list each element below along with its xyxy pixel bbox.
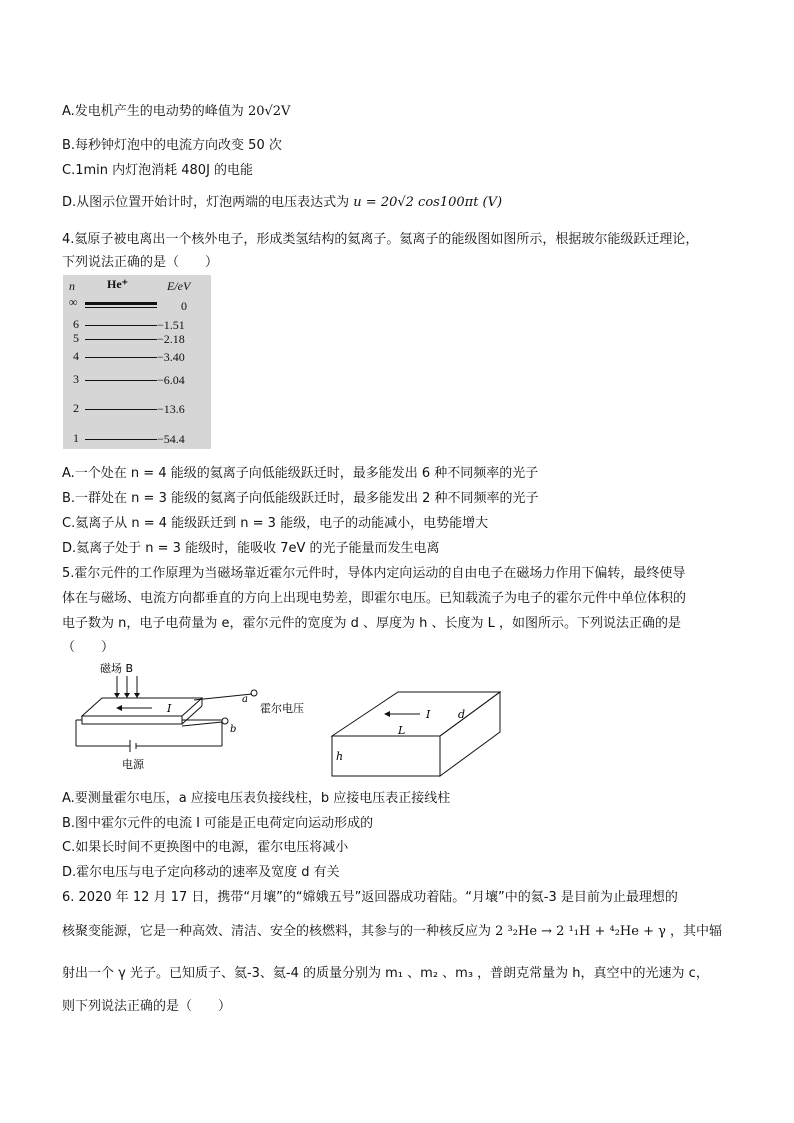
q3-option-a-math: 20√2V: [247, 104, 291, 119]
q6-line2-text: 核聚变能源，它是一种高效、清洁、安全的核燃料，其参与的一种核反应为: [62, 924, 492, 939]
q3-option-a-text: A.发电机产生的电动势的峰值为: [62, 104, 244, 119]
level-e-5: −2.18: [157, 332, 185, 346]
q6-line3: 射出一个 γ 光子。已知质子、氦-3、氦-4 的质量分别为 m₁ 、m₂ 、m₃ ，普朗克常量为 h，真空中的光速为 c，: [62, 966, 709, 981]
q4-option-a: A.一个处在 n = 4 能级的氦离子向低能级跃迁时，最多能发出 6 种不同频率的光子: [62, 466, 539, 481]
q4-stem-line1: 4.氦原子被电离出一个核外电子，形成类氢结构的氦离子。氦离子的能级图如图所示，根据玻尔能级跃迁理论，: [62, 232, 699, 247]
level-n-2: 2: [73, 401, 79, 415]
level-e-6: −1.51: [157, 318, 185, 332]
q6-line2: [62, 920, 722, 939]
q5-stem-line1: 5.霍尔元件的工作原理为当磁场靠近霍尔元件时，导体内定向运动的自由电子在磁场力作用下偏转，最终使导: [62, 566, 686, 581]
q3-option-b: B.每秒钟灯泡中的电流方向改变 50 次: [62, 138, 282, 153]
q6-line4: 则下列说法正确的是（ ）: [62, 999, 232, 1014]
level-n-6: 6: [73, 317, 79, 331]
q4-option-d: D.氦离子处于 n = 3 能级时，能吸收 7eV 的光子能量而发生电离: [62, 541, 440, 556]
q6-line1: 6. 2020 年 12 月 17 日，携带“月壤”的“嫦娥五号”返回器成功着陆。“月壤”中的氦-3 是目前为止最理想的: [62, 890, 678, 905]
terminal-b: b: [230, 724, 237, 735]
level-n-inf: ∞: [69, 295, 78, 309]
q4-stem-line2: 下列说法正确的是（ ）: [62, 255, 219, 270]
fig-right-current: I: [426, 708, 431, 721]
level-e-2: −13.6: [157, 402, 185, 416]
hall-circuit-figure: [72, 660, 322, 780]
q5-option-d: D.霍尔电压与电子定向移动的速率及宽度 d 有关: [62, 865, 340, 880]
level-line-inf: [85, 302, 157, 305]
q4-option-c: C.氦离子从 n = 4 能级跃迁到 n = 3 能级，电子的动能减小，电势能增大: [62, 516, 489, 531]
fig-left-current: I: [167, 702, 172, 715]
level-e-inf: 0: [181, 299, 187, 313]
energy-level-diagram: [63, 275, 211, 449]
fig-right-width: d: [458, 708, 466, 721]
level-line-3: [85, 380, 157, 381]
q3-option-d: [62, 191, 502, 210]
level-n-1: 1: [73, 431, 79, 445]
level-line-5: [85, 339, 157, 340]
q5-option-c: C.如果长时间不更换图中的电源，霍尔电压将减小: [62, 840, 349, 855]
q5-option-b: B.图中霍尔元件的电流 I 可能是正电荷定向运动形成的: [62, 816, 374, 831]
level-e-1: −54.4: [157, 432, 185, 446]
fig-right-length: L: [398, 724, 406, 737]
hall-voltage-label: 霍尔电压: [260, 702, 304, 715]
level-n-4: 4: [73, 349, 79, 363]
source-label: 电源: [122, 758, 144, 771]
q5-option-a: A.要测量霍尔电压，a 应接电压表负接线柱，b 应接电压表正接线柱: [62, 791, 451, 806]
level-line-6: [85, 325, 157, 326]
q3-option-d-text: D.从图示位置开始计时，灯泡两端的电压表达式为: [62, 195, 350, 210]
level-n-5: 5: [73, 331, 79, 345]
level-line-2: [85, 409, 157, 410]
terminal-a: a: [242, 694, 248, 705]
q3-option-c: C.1min 内灯泡消耗 480J 的电能: [62, 163, 254, 178]
col-n-label: n: [69, 279, 75, 293]
level-line-4: [85, 357, 157, 358]
q5-stem-line4: （ ）: [62, 640, 115, 655]
q4-option-b: B.一群处在 n = 3 能级的氦离子向低能级跃迁时，最多能发出 2 种不同频率的光子: [62, 491, 539, 506]
q5-stem-line2: 体在与磁场、电流方向都垂直的方向上出现电势差，即霍尔电压。已知载流子为电子的霍尔元件中单位体积的: [62, 591, 687, 606]
q6-reaction: 2 ³₂He → 2 ¹₁H + ⁴₂He + γ: [495, 924, 666, 939]
level-e-4: −3.40: [157, 350, 185, 364]
q5-stem-line3: 电子数为 n，电子电荷量为 e，霍尔元件的宽度为 d 、厚度为 h 、长度为 L ，如图所示。下列说法正确的是: [62, 616, 682, 631]
field-label: 磁场 B: [100, 662, 134, 675]
col-ion-label: He⁺: [107, 277, 128, 291]
q3-option-a: [62, 100, 290, 119]
level-line-1: [85, 439, 157, 440]
col-energy-label: E/eV: [167, 279, 191, 293]
fig-right-thickness: h: [336, 750, 344, 763]
q6-line2-tail: ，其中辐: [670, 924, 723, 939]
level-e-3: −6.04: [157, 373, 185, 387]
hall-element-figure: [330, 690, 510, 780]
level-line-inf-2: [85, 307, 157, 308]
q3-option-d-math: u = 20√2 cos100πt (V): [353, 195, 503, 210]
level-n-3: 3: [73, 372, 79, 386]
